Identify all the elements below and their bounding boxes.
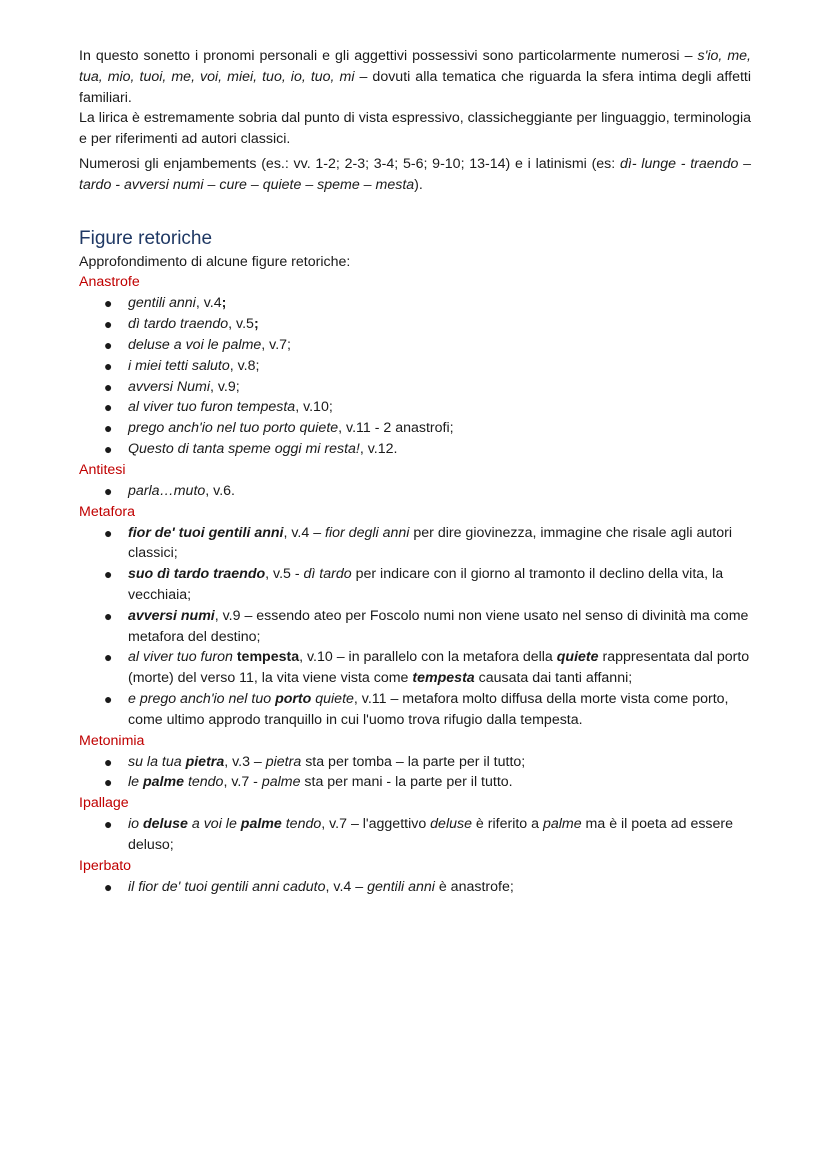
bullet-icon: ● [104, 649, 113, 666]
list-item: ● al viver tuo furon tempesta, v.10; [79, 397, 751, 418]
bullet-icon: ● [104, 357, 113, 374]
list-item: ● fior de' tuoi gentili anni, v.4 – fior degli anni per dire giovinezza, immagine che risale agli autori classici; [104, 524, 732, 562]
list-item: ● gentili anni, v.4; [79, 293, 751, 314]
list-item: ● prego anch'io nel tuo porto quiete, v.11 - 2 anastrofi; [79, 418, 751, 439]
figure-examples-list [79, 523, 751, 731]
figure-title-anastrofe: Anastrofe [79, 274, 140, 291]
list-item: ● e prego anch'io nel tuo porto quiete, v.11 – metafora molto diffusa della morte vista come porto, come ultimo approdo tranquillo in cui l'uomo trova rifugio dalla tempesta. [104, 690, 729, 728]
figure-title-metafora: Metafora [79, 503, 135, 520]
figure-examples-list [79, 877, 751, 898]
bullet-icon: ● [104, 420, 113, 437]
bullet-icon: ● [104, 753, 113, 770]
figures-list [79, 272, 751, 897]
intro-paragraph-3: Numerosi gli enjambements (es.: vv. 1-2; 2-3; 3-4; 5-6; 9-10; 13-14) e i latinismi (es: dì- lunge - traendo – tardo - avversi numi – cure – quiete – speme – mesta). [79, 155, 751, 193]
bullet-icon: ● [104, 316, 113, 333]
figure-examples-list [79, 481, 751, 502]
section-heading: Figure retoriche [79, 227, 213, 249]
list-item: ● io deluse a voi le palme tendo, v.7 – l'aggettivo deluse è riferito a palme ma è il poeta ad essere deluso; [104, 816, 734, 853]
bullet-icon: ● [104, 524, 113, 541]
list-item: ● le palme tendo, v.7 - palme sta per mani - la parte per il tutto. [79, 772, 751, 793]
bullet-icon: ● [104, 482, 113, 499]
list-item: ● il fior de' tuoi gentili anni caduto, v.4 – gentili anni è anastrofe; [79, 877, 751, 898]
section-subheading: Approfondimento di alcune figure retoriche: [79, 253, 351, 270]
document-page [79, 46, 751, 898]
bullet-icon: ● [104, 816, 113, 833]
bullet-icon: ● [104, 295, 113, 312]
intro-paragraph-1: In questo sonetto i pronomi personali e gli aggettivi possessivi sono particolarmente numerosi – s'io, me, tua, mio, tuoi, me, voi, miei, tuo, io, tuo, mi – dovuti alla tematica che riguarda la sfera intima degli affetti familiari. [79, 48, 751, 106]
figure-title-ipallage: Ipallage [79, 795, 129, 812]
list-item: ● al viver tuo furon tempesta, v.10 – in parallelo con la metafora della quiete rappresentata dal porto (morte) del verso 11, la vita viene vista come tempesta causata dai tanti affanni; [104, 649, 750, 687]
bullet-icon: ● [104, 566, 113, 583]
list-item: ● suo dì tardo traendo, v.5 - dì tardo per indicare con il giorno al tramonto il declino della vita, la vecchiaia; [104, 566, 724, 603]
bullet-icon: ● [104, 774, 113, 791]
figure-title-iperbato: Iperbato [79, 857, 132, 874]
figure-examples-list [79, 814, 751, 856]
intro-paragraph-2: La lirica è estremamente sobria dal punto di vista espressivo, classicheggiante per linguaggio, terminologia e per riferimenti ad autori classici. [79, 110, 751, 148]
list-item: ● i miei tetti saluto, v.8; [79, 356, 751, 377]
list-item: ● Questo di tanta speme oggi mi resta!, v.12. [79, 439, 751, 460]
bullet-icon: ● [104, 878, 113, 895]
bullet-icon: ● [104, 440, 113, 457]
bullet-icon: ● [104, 607, 113, 624]
bullet-icon: ● [104, 399, 113, 416]
bullet-icon: ● [104, 336, 113, 353]
figure-title-metonimia: Metonimia [79, 732, 145, 749]
list-item: ● su la tua pietra, v.3 – pietra sta per tomba – la parte per il tutto; [79, 752, 751, 773]
list-item: ● avversi Numi, v.9; [79, 377, 751, 398]
list-item: ● avversi numi, v.9 – essendo ateo per Foscolo numi non viene usato nel senso di divinità ma come metafora del destino; [104, 607, 749, 645]
figure-title-antitesi: Antitesi [79, 461, 126, 478]
list-item: ● parla…muto, v.6. [79, 481, 751, 502]
list-item: ● dì tardo traendo, v.5; [79, 314, 751, 335]
figure-examples-list [79, 752, 751, 794]
bullet-icon: ● [104, 378, 113, 395]
figure-examples-list [79, 293, 751, 459]
list-item: ● deluse a voi le palme, v.7; [79, 335, 751, 356]
bullet-icon: ● [104, 690, 113, 707]
